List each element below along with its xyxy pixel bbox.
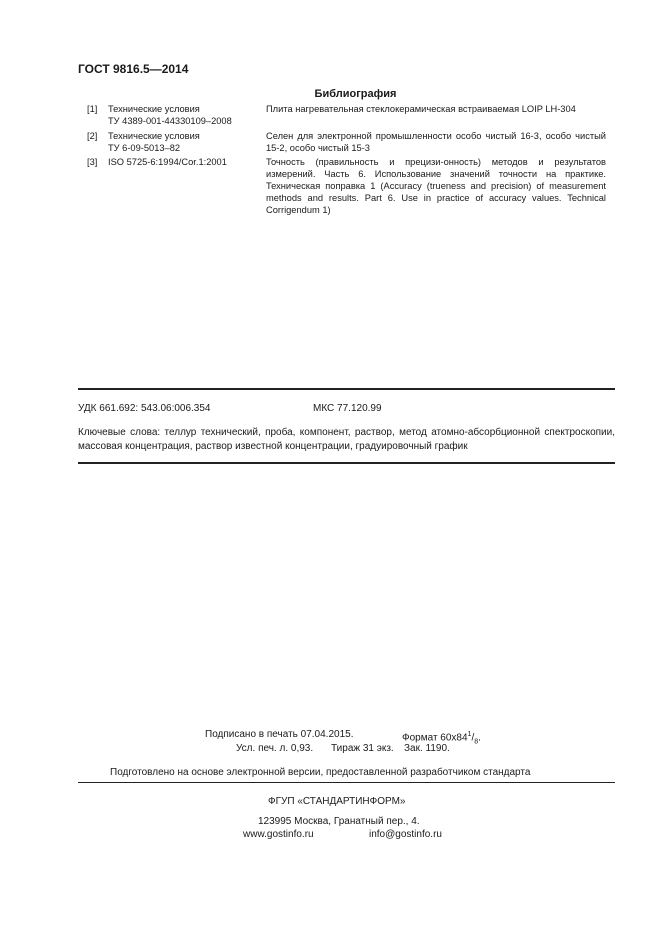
prepared-note: Подготовлено на основе электронной версии, предоставленной разработчиком стандарта: [110, 767, 531, 778]
reference-description: Точность (правильность и прецизи-онность) методов и результатов измерений. Часть 6. Использование значений точности на практике. Техническая поправка 1 (Accuracy (trueness and precision) of measurement methods and results. Part 6. Use in practice of accuracy values. Technical Corrigendum 1): [266, 157, 606, 215]
publisher-website[interactable]: www.gostinfo.ru: [243, 829, 314, 840]
imprint-divider: [78, 782, 615, 783]
section-divider: [78, 462, 615, 464]
publisher-address: 123995 Москва, Гранатный пер., 4.: [258, 816, 420, 827]
document-code: ГОСТ 9816.5—2014: [78, 62, 189, 76]
format-numerator: 1: [467, 731, 472, 738]
bibliography-item: [87, 103, 617, 127]
udk-code: УДК 661.692: 543.06:006.354: [78, 403, 211, 414]
paper-format: Формат $60x84^1/_8$.: [402, 731, 481, 746]
reference-source-line: Технические условия: [108, 131, 200, 141]
order-number: Зак. 1190.: [404, 743, 450, 754]
section-divider: [78, 388, 615, 390]
keywords: Ключевые слова: теллур технический, проба, компонент, раствор, метод атомно-абсорбционной спектроскопии, массовая концентрация, раствор известной концентрации, градуировочный график: [78, 427, 615, 452]
reference-source: [108, 156, 266, 168]
reference-source-line: Технические условия: [108, 104, 200, 114]
reference-source: [108, 103, 266, 127]
reference-description: Селен для электронной промышленности особо чистый 16-3, особо чистый 15-2, особо чистый 15-3: [266, 131, 606, 153]
reference-number: [2]: [87, 131, 98, 141]
reference-source-line: ТУ 6-09-5013–82: [108, 143, 181, 153]
publisher-email[interactable]: info@gostinfo.ru: [369, 829, 442, 840]
bibliography-item: [87, 156, 617, 228]
publisher-name: ФГУП «СТАНДАРТИНФОРМ»: [268, 796, 406, 807]
bibliography-item: [87, 130, 617, 154]
format-suffix: .: [478, 732, 481, 744]
reference-source: [108, 130, 266, 154]
reference-number: [1]: [87, 104, 98, 114]
format-text: Формат 60x84: [402, 732, 468, 744]
circulation: Тираж 31 экз.: [331, 743, 394, 754]
print-sheets: Усл. печ. л. 0,93.: [236, 743, 314, 754]
format-denominator: 8: [474, 738, 479, 746]
reference-source-line: ТУ 4389-001-44330109–2008: [108, 116, 232, 126]
reference-source-line: ISO 5725-6:1994/Cor.1:2001: [108, 157, 227, 167]
reference-description: Плита нагревательная стеклокерамическая встраиваемая LOIP LH-304: [266, 104, 576, 114]
reference-number: [3]: [87, 157, 98, 167]
signed-date: Подписано в печать 07.04.2015.: [205, 729, 354, 740]
bibliography-title: Библиография: [314, 88, 397, 100]
mks-code: МКС 77.120.99: [313, 403, 382, 414]
